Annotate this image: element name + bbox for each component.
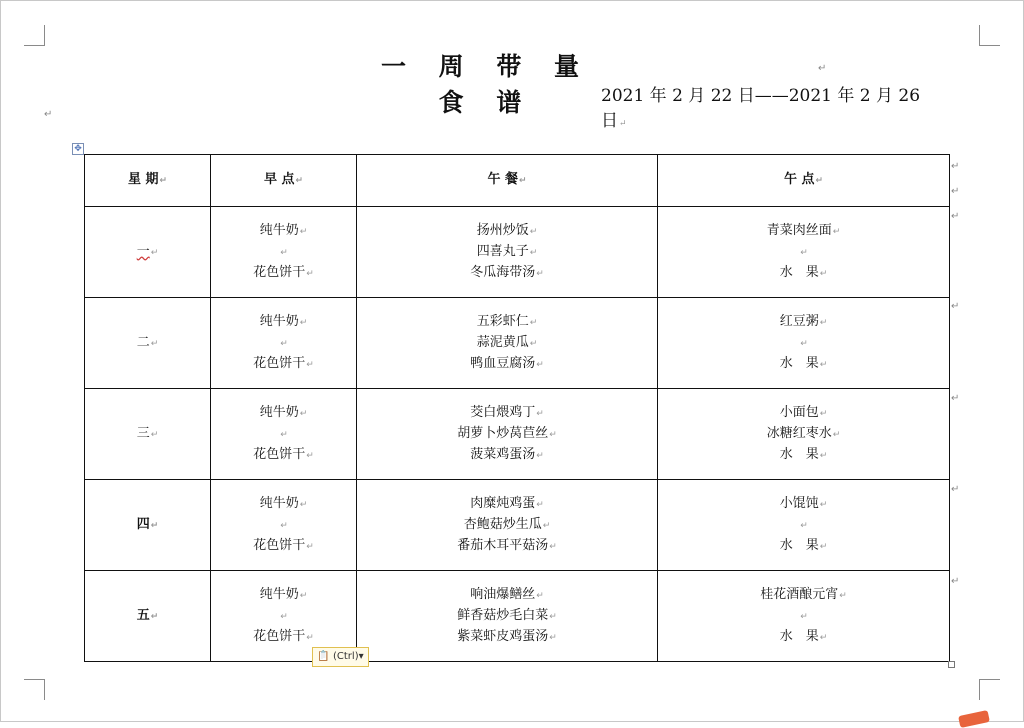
- snack-cell[interactable]: [658, 571, 950, 662]
- day-cell[interactable]: 五↵: [85, 571, 211, 662]
- menu-item: 青菜肉丝面↵: [766, 222, 841, 238]
- header-lunch[interactable]: 午 餐↵: [357, 155, 658, 207]
- menu-item: 花色饼干↵: [253, 446, 314, 462]
- paragraph-mark: ↵: [818, 63, 827, 74]
- menu-item: 纯牛奶↵: [259, 313, 308, 329]
- menu-item: 扬州炒饭↵: [476, 222, 538, 238]
- menu-item: ↵: [280, 520, 288, 531]
- table-row: [85, 480, 950, 571]
- menu-item: 红豆粥↵: [779, 313, 828, 329]
- day-cell[interactable]: 二↵: [85, 298, 211, 389]
- row-end-mark: ↵: [951, 186, 960, 197]
- menu-item: 小面包↵: [779, 404, 828, 420]
- menu-item: ↵: [800, 611, 808, 622]
- table-row: [85, 298, 950, 389]
- menu-item: ↵: [800, 338, 808, 349]
- menu-item: 紫菜虾皮鸡蛋汤↵: [457, 628, 557, 644]
- breakfast-cell[interactable]: [211, 389, 357, 480]
- menu-item: 小馄饨↵: [779, 495, 828, 511]
- breakfast-cell[interactable]: [211, 480, 357, 571]
- header-breakfast[interactable]: 早 点↵: [211, 155, 357, 207]
- day-cell[interactable]: 四↵: [85, 480, 211, 571]
- snack-cell[interactable]: [658, 389, 950, 480]
- menu-item: 茭白煨鸡丁↵: [470, 404, 544, 420]
- menu-item: 鲜香菇炒毛白菜↵: [457, 607, 557, 623]
- menu-item: 纯牛奶↵: [259, 586, 308, 602]
- row-end-mark: ↵: [951, 576, 960, 587]
- date-range[interactable]: 2021 年 2 月 22 日——2021 年 2 月 26 日↵: [601, 86, 921, 131]
- breakfast-cell[interactable]: [211, 207, 357, 298]
- menu-item: 花色饼干↵: [253, 264, 314, 280]
- menu-item: ↵: [280, 611, 288, 622]
- crop-mark-top-right: [979, 25, 1000, 46]
- table-row: [85, 207, 950, 298]
- menu-item: 桂花酒酿元宵↵: [760, 586, 847, 602]
- lunch-cell[interactable]: [357, 480, 658, 571]
- row-end-mark: ↵: [951, 161, 960, 172]
- menu-item: ↵: [800, 247, 808, 258]
- menu-item: 纯牛奶↵: [259, 495, 308, 511]
- menu-item: 五彩虾仁↵: [476, 313, 538, 329]
- menu-item: 水 果↵: [779, 355, 828, 371]
- row-end-mark: ↵: [951, 301, 960, 312]
- menu-item: 纯牛奶↵: [259, 404, 308, 420]
- table-move-handle-icon[interactable]: ✥: [72, 143, 84, 155]
- snack-cell[interactable]: [658, 298, 950, 389]
- menu-item: 鸭血豆腐汤↵: [470, 355, 544, 371]
- crop-mark-top-left: [24, 25, 45, 46]
- menu-item: 纯牛奶↵: [259, 222, 308, 238]
- menu-item: 番茄木耳平菇汤↵: [457, 537, 557, 553]
- menu-item: 水 果↵: [779, 264, 828, 280]
- menu-item: 水 果↵: [779, 446, 828, 462]
- menu-item: 四喜丸子↵: [476, 243, 538, 259]
- lunch-cell[interactable]: [357, 571, 658, 662]
- paragraph-mark: ↵: [44, 109, 53, 120]
- page-title[interactable]: 一 周 带 量 食 谱: [380, 52, 592, 117]
- menu-item: 花色饼干↵: [253, 355, 314, 371]
- lunch-cell[interactable]: [357, 207, 658, 298]
- crop-mark-bottom-left: [24, 679, 45, 700]
- day-cell[interactable]: 一↵: [85, 207, 211, 298]
- menu-item: 冰糖红枣水↵: [766, 425, 841, 441]
- row-end-mark: ↵: [951, 484, 960, 495]
- crop-mark-bottom-right: [979, 679, 1000, 700]
- table-resize-handle[interactable]: [948, 661, 955, 668]
- breakfast-cell[interactable]: [211, 298, 357, 389]
- table-row: [85, 571, 950, 662]
- table-header-row: [85, 155, 950, 207]
- lunch-cell[interactable]: [357, 389, 658, 480]
- header-day[interactable]: 星 期↵: [85, 155, 211, 207]
- menu-item: 响油爆鳝丝↵: [470, 586, 544, 602]
- lunch-cell[interactable]: [357, 298, 658, 389]
- menu-item: 菠菜鸡蛋汤↵: [470, 446, 544, 462]
- menu-item: 水 果↵: [779, 537, 828, 553]
- row-end-mark: ↵: [951, 393, 960, 404]
- table-row: [85, 389, 950, 480]
- corner-decoration: [958, 710, 990, 728]
- menu-item: ↵: [280, 247, 288, 258]
- snack-cell[interactable]: [658, 480, 950, 571]
- menu-item: ↵: [280, 429, 288, 440]
- menu-item: ↵: [280, 338, 288, 349]
- menu-item: 胡萝卜炒莴苣丝↵: [457, 425, 557, 441]
- day-cell[interactable]: 三↵: [85, 389, 211, 480]
- menu-item: 花色饼干↵: [253, 537, 314, 553]
- menu-item: 冬瓜海带汤↵: [470, 264, 544, 280]
- menu-item: 肉糜炖鸡蛋↵: [470, 495, 544, 511]
- menu-item: ↵: [800, 520, 808, 531]
- menu-item: 花色饼干↵: [253, 628, 314, 644]
- menu-item: 杏鲍菇炒生瓜↵: [463, 516, 551, 532]
- snack-cell[interactable]: [658, 207, 950, 298]
- menu-item: 水 果↵: [779, 628, 828, 644]
- row-end-mark: ↵: [951, 211, 960, 222]
- menu-table: [84, 154, 950, 662]
- header-snack[interactable]: 午 点↵: [658, 155, 950, 207]
- paste-options-button[interactable]: 📋 (Ctrl)▾: [312, 647, 369, 667]
- menu-item: 蒜泥黄瓜↵: [476, 334, 538, 350]
